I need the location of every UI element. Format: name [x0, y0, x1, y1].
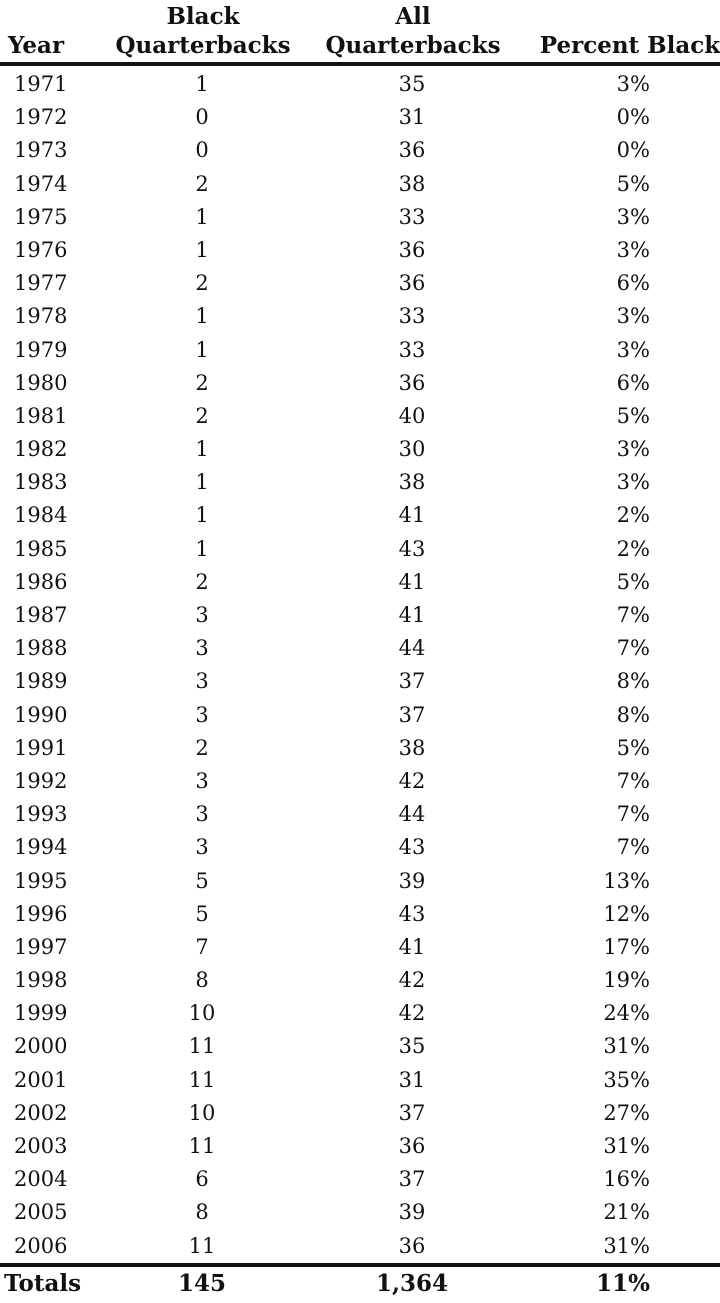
cell-year: 1986: [14, 569, 68, 594]
cell-year: 1992: [14, 768, 68, 793]
table-row: [0, 566, 720, 599]
cell-year: 1998: [14, 968, 68, 993]
cell-black-quarterbacks: 2: [195, 569, 209, 594]
cell-percent-black: 0%: [616, 105, 650, 130]
cell-all-quarterbacks: 37: [398, 1100, 426, 1125]
cell-black-quarterbacks: 3: [195, 636, 209, 661]
cell-year: 1973: [14, 138, 68, 163]
cell-year: 1981: [14, 403, 68, 428]
cell-all-quarterbacks: 36: [398, 138, 426, 163]
table-row: [0, 798, 720, 831]
cell-black-quarterbacks: 3: [195, 669, 209, 694]
cell-year: 2001: [14, 1067, 68, 1092]
cell-black-quarterbacks: 6: [195, 1167, 209, 1192]
table-row: [0, 964, 720, 997]
cell-black-quarterbacks: 2: [195, 403, 209, 428]
header-all-line-1: All: [395, 3, 431, 30]
table-row: [0, 533, 720, 566]
cell-all-quarterbacks: 43: [398, 835, 426, 860]
cell-year: 1976: [14, 237, 68, 262]
cell-percent-black: 3%: [616, 304, 650, 329]
cell-all-quarterbacks: 43: [398, 901, 426, 926]
cell-all-quarterbacks: 42: [398, 1001, 426, 1026]
cell-black-quarterbacks: 1: [195, 204, 209, 229]
cell-year: 2005: [14, 1200, 68, 1225]
cell-year: 1982: [14, 437, 68, 462]
cell-percent-black: 35%: [603, 1067, 650, 1092]
cell-percent-black: 3%: [616, 437, 650, 462]
cell-all-quarterbacks: 33: [398, 337, 426, 362]
cell-year: 1975: [14, 204, 68, 229]
cell-black-quarterbacks: 2: [195, 271, 209, 296]
cell-year: 1978: [14, 304, 68, 329]
cell-year: 1985: [14, 536, 68, 561]
cell-percent-black: 7%: [616, 802, 650, 827]
cell-year: 2002: [14, 1100, 68, 1125]
cell-year: 1995: [14, 868, 68, 893]
table-row: [0, 367, 720, 400]
table-row: [0, 931, 720, 964]
cell-percent-black: 8%: [616, 669, 650, 694]
cell-percent-black: 13%: [603, 868, 650, 893]
cell-black-quarterbacks: 3: [195, 802, 209, 827]
table-row: [0, 68, 720, 101]
cell-all-quarterbacks: 39: [398, 1200, 426, 1225]
table-body: [0, 68, 720, 1263]
cell-black-quarterbacks: 0: [195, 138, 209, 163]
cell-all-quarterbacks: 37: [398, 669, 426, 694]
cell-all-quarterbacks: 35: [398, 1034, 426, 1059]
cell-all-quarterbacks: 36: [398, 1134, 426, 1158]
cell-percent-black: 31%: [603, 1134, 650, 1158]
cell-percent-black: 7%: [616, 768, 650, 793]
table-row: [0, 334, 720, 367]
table-row: [0, 466, 720, 499]
cell-black-quarterbacks: 3: [195, 603, 209, 627]
table-row: [0, 168, 720, 201]
totals-percent-black: 11%: [596, 1270, 650, 1297]
table-row: [0, 433, 720, 466]
cell-black-quarterbacks: 1: [195, 237, 209, 262]
header-all-line-2: Quarterbacks: [325, 32, 501, 59]
cell-year: 1988: [14, 636, 68, 661]
cell-year: 2000: [14, 1034, 68, 1059]
cell-percent-black: 3%: [616, 204, 650, 229]
cell-percent-black: 19%: [603, 968, 650, 993]
table-row: [0, 267, 720, 300]
cell-percent-black: 8%: [616, 702, 650, 727]
cell-black-quarterbacks: 3: [195, 702, 209, 727]
cell-year: 1983: [14, 470, 68, 495]
cell-all-quarterbacks: 31: [398, 1067, 426, 1092]
cell-percent-black: 24%: [603, 1001, 650, 1026]
cell-year: 1994: [14, 835, 68, 860]
cell-percent-black: 5%: [616, 403, 650, 428]
cell-percent-black: 12%: [603, 901, 650, 926]
cell-year: 1979: [14, 337, 68, 362]
table-row: [0, 599, 720, 632]
cell-black-quarterbacks: 11: [188, 1067, 216, 1092]
table-row: [0, 1030, 720, 1063]
cell-all-quarterbacks: 42: [398, 968, 426, 993]
cell-year: 1997: [14, 934, 68, 959]
cell-black-quarterbacks: 0: [195, 105, 209, 130]
cell-year: 1987: [14, 603, 68, 627]
cell-black-quarterbacks: 8: [195, 968, 209, 993]
cell-year: 2004: [14, 1167, 68, 1192]
table-row: [0, 699, 720, 732]
cell-all-quarterbacks: 35: [398, 72, 426, 96]
cell-all-quarterbacks: 30: [398, 437, 426, 462]
cell-percent-black: 5%: [616, 735, 650, 760]
cell-all-quarterbacks: 41: [398, 503, 426, 528]
table-row: [0, 1097, 720, 1130]
cell-black-quarterbacks: 2: [195, 370, 209, 395]
cell-year: 1974: [14, 171, 68, 196]
cell-all-quarterbacks: 44: [398, 802, 426, 827]
cell-percent-black: 3%: [616, 470, 650, 495]
cell-year: 2003: [14, 1134, 68, 1158]
table-row: [0, 997, 720, 1030]
cell-all-quarterbacks: 38: [398, 171, 426, 196]
table-header: [0, 0, 720, 62]
header-percent-black: [530, 0, 720, 60]
cell-all-quarterbacks: 33: [398, 304, 426, 329]
cell-black-quarterbacks: 8: [195, 1200, 209, 1225]
table-row: [0, 101, 720, 134]
cell-black-quarterbacks: 3: [195, 768, 209, 793]
cell-black-quarterbacks: 5: [195, 868, 209, 893]
cell-all-quarterbacks: 40: [398, 403, 426, 428]
cell-black-quarterbacks: 11: [188, 1034, 216, 1059]
header-black-line-1: Black: [166, 3, 240, 30]
table-row: [0, 865, 720, 898]
cell-year: 2006: [14, 1233, 68, 1258]
table-row: [0, 1196, 720, 1229]
cell-black-quarterbacks: 1: [195, 536, 209, 561]
cell-year: 1971: [14, 72, 68, 96]
cell-all-quarterbacks: 41: [398, 934, 426, 959]
cell-percent-black: 27%: [603, 1100, 650, 1125]
table-row: [0, 1230, 720, 1263]
cell-black-quarterbacks: 10: [188, 1001, 216, 1026]
header-black-line-2: Quarterbacks: [115, 32, 291, 59]
cell-black-quarterbacks: 5: [195, 901, 209, 926]
header-year-line-1: Year: [8, 32, 65, 59]
cell-percent-black: 7%: [616, 603, 650, 627]
table-row: [0, 201, 720, 234]
table-row: [0, 831, 720, 864]
cell-percent-black: 31%: [603, 1034, 650, 1059]
cell-percent-black: 31%: [603, 1233, 650, 1258]
cell-percent-black: 6%: [616, 271, 650, 296]
cell-black-quarterbacks: 2: [195, 735, 209, 760]
cell-black-quarterbacks: 1: [195, 470, 209, 495]
cell-black-quarterbacks: 3: [195, 835, 209, 860]
totals-row: [0, 1267, 720, 1303]
cell-all-quarterbacks: 38: [398, 470, 426, 495]
cell-percent-black: 5%: [616, 171, 650, 196]
cell-all-quarterbacks: 37: [398, 1167, 426, 1192]
cell-year: 1984: [14, 503, 68, 528]
cell-black-quarterbacks: 1: [195, 337, 209, 362]
cell-percent-black: 6%: [616, 370, 650, 395]
table-row: [0, 499, 720, 532]
cell-percent-black: 16%: [603, 1167, 650, 1192]
cell-year: 1977: [14, 271, 68, 296]
cell-all-quarterbacks: 44: [398, 636, 426, 661]
totals-label: Totals: [4, 1270, 82, 1297]
cell-year: 1972: [14, 105, 68, 130]
cell-black-quarterbacks: 1: [195, 72, 209, 96]
header-percent-line-1: Percent Black: [539, 32, 720, 59]
table-row: [0, 300, 720, 333]
cell-black-quarterbacks: 11: [188, 1134, 216, 1158]
cell-all-quarterbacks: 31: [398, 105, 426, 130]
cell-year: 1989: [14, 669, 68, 694]
totals-black-quarterbacks: 145: [177, 1270, 226, 1297]
cell-all-quarterbacks: 36: [398, 237, 426, 262]
cell-year: 1993: [14, 802, 68, 827]
cell-percent-black: 0%: [616, 138, 650, 163]
cell-percent-black: 5%: [616, 569, 650, 594]
cell-all-quarterbacks: 41: [398, 603, 426, 627]
totals-all-quarterbacks: 1,364: [375, 1270, 449, 1297]
cell-all-quarterbacks: 43: [398, 536, 426, 561]
cell-percent-black: 17%: [603, 934, 650, 959]
cell-all-quarterbacks: 36: [398, 370, 426, 395]
cell-black-quarterbacks: 2: [195, 171, 209, 196]
cell-year: 1990: [14, 702, 68, 727]
cell-all-quarterbacks: 41: [398, 569, 426, 594]
table-row: [0, 732, 720, 765]
header-black-quarterbacks: [108, 0, 298, 60]
cell-black-quarterbacks: 10: [188, 1100, 216, 1125]
cell-percent-black: 7%: [616, 835, 650, 860]
cell-year: 1999: [14, 1001, 68, 1026]
cell-year: 1980: [14, 370, 68, 395]
cell-black-quarterbacks: 7: [195, 934, 209, 959]
cell-all-quarterbacks: 36: [398, 271, 426, 296]
cell-all-quarterbacks: 42: [398, 768, 426, 793]
cell-percent-black: 7%: [616, 636, 650, 661]
cell-black-quarterbacks: 1: [195, 437, 209, 462]
cell-all-quarterbacks: 33: [398, 204, 426, 229]
cell-percent-black: 2%: [616, 503, 650, 528]
table-row: [0, 1163, 720, 1196]
table-row: [0, 632, 720, 665]
header-year: [0, 0, 90, 60]
table-row: [0, 234, 720, 267]
cell-percent-black: 3%: [616, 72, 650, 96]
cell-percent-black: 2%: [616, 536, 650, 561]
cell-black-quarterbacks: 1: [195, 304, 209, 329]
header-divider: [0, 62, 720, 66]
cell-year: 1991: [14, 735, 68, 760]
cell-year: 1996: [14, 901, 68, 926]
cell-all-quarterbacks: 36: [398, 1233, 426, 1258]
cell-percent-black: 21%: [603, 1200, 650, 1225]
cell-percent-black: 3%: [616, 337, 650, 362]
table-row: [0, 1064, 720, 1097]
cell-percent-black: 3%: [616, 237, 650, 262]
table-row: [0, 898, 720, 931]
header-all-quarterbacks: [318, 0, 508, 60]
cell-all-quarterbacks: 38: [398, 735, 426, 760]
table-row: [0, 1130, 720, 1163]
table-row: [0, 665, 720, 698]
table-row: [0, 765, 720, 798]
cell-black-quarterbacks: 11: [188, 1233, 216, 1258]
cell-all-quarterbacks: 37: [398, 702, 426, 727]
cell-all-quarterbacks: 39: [398, 868, 426, 893]
table-row: [0, 134, 720, 167]
cell-black-quarterbacks: 1: [195, 503, 209, 528]
table-row: [0, 400, 720, 433]
